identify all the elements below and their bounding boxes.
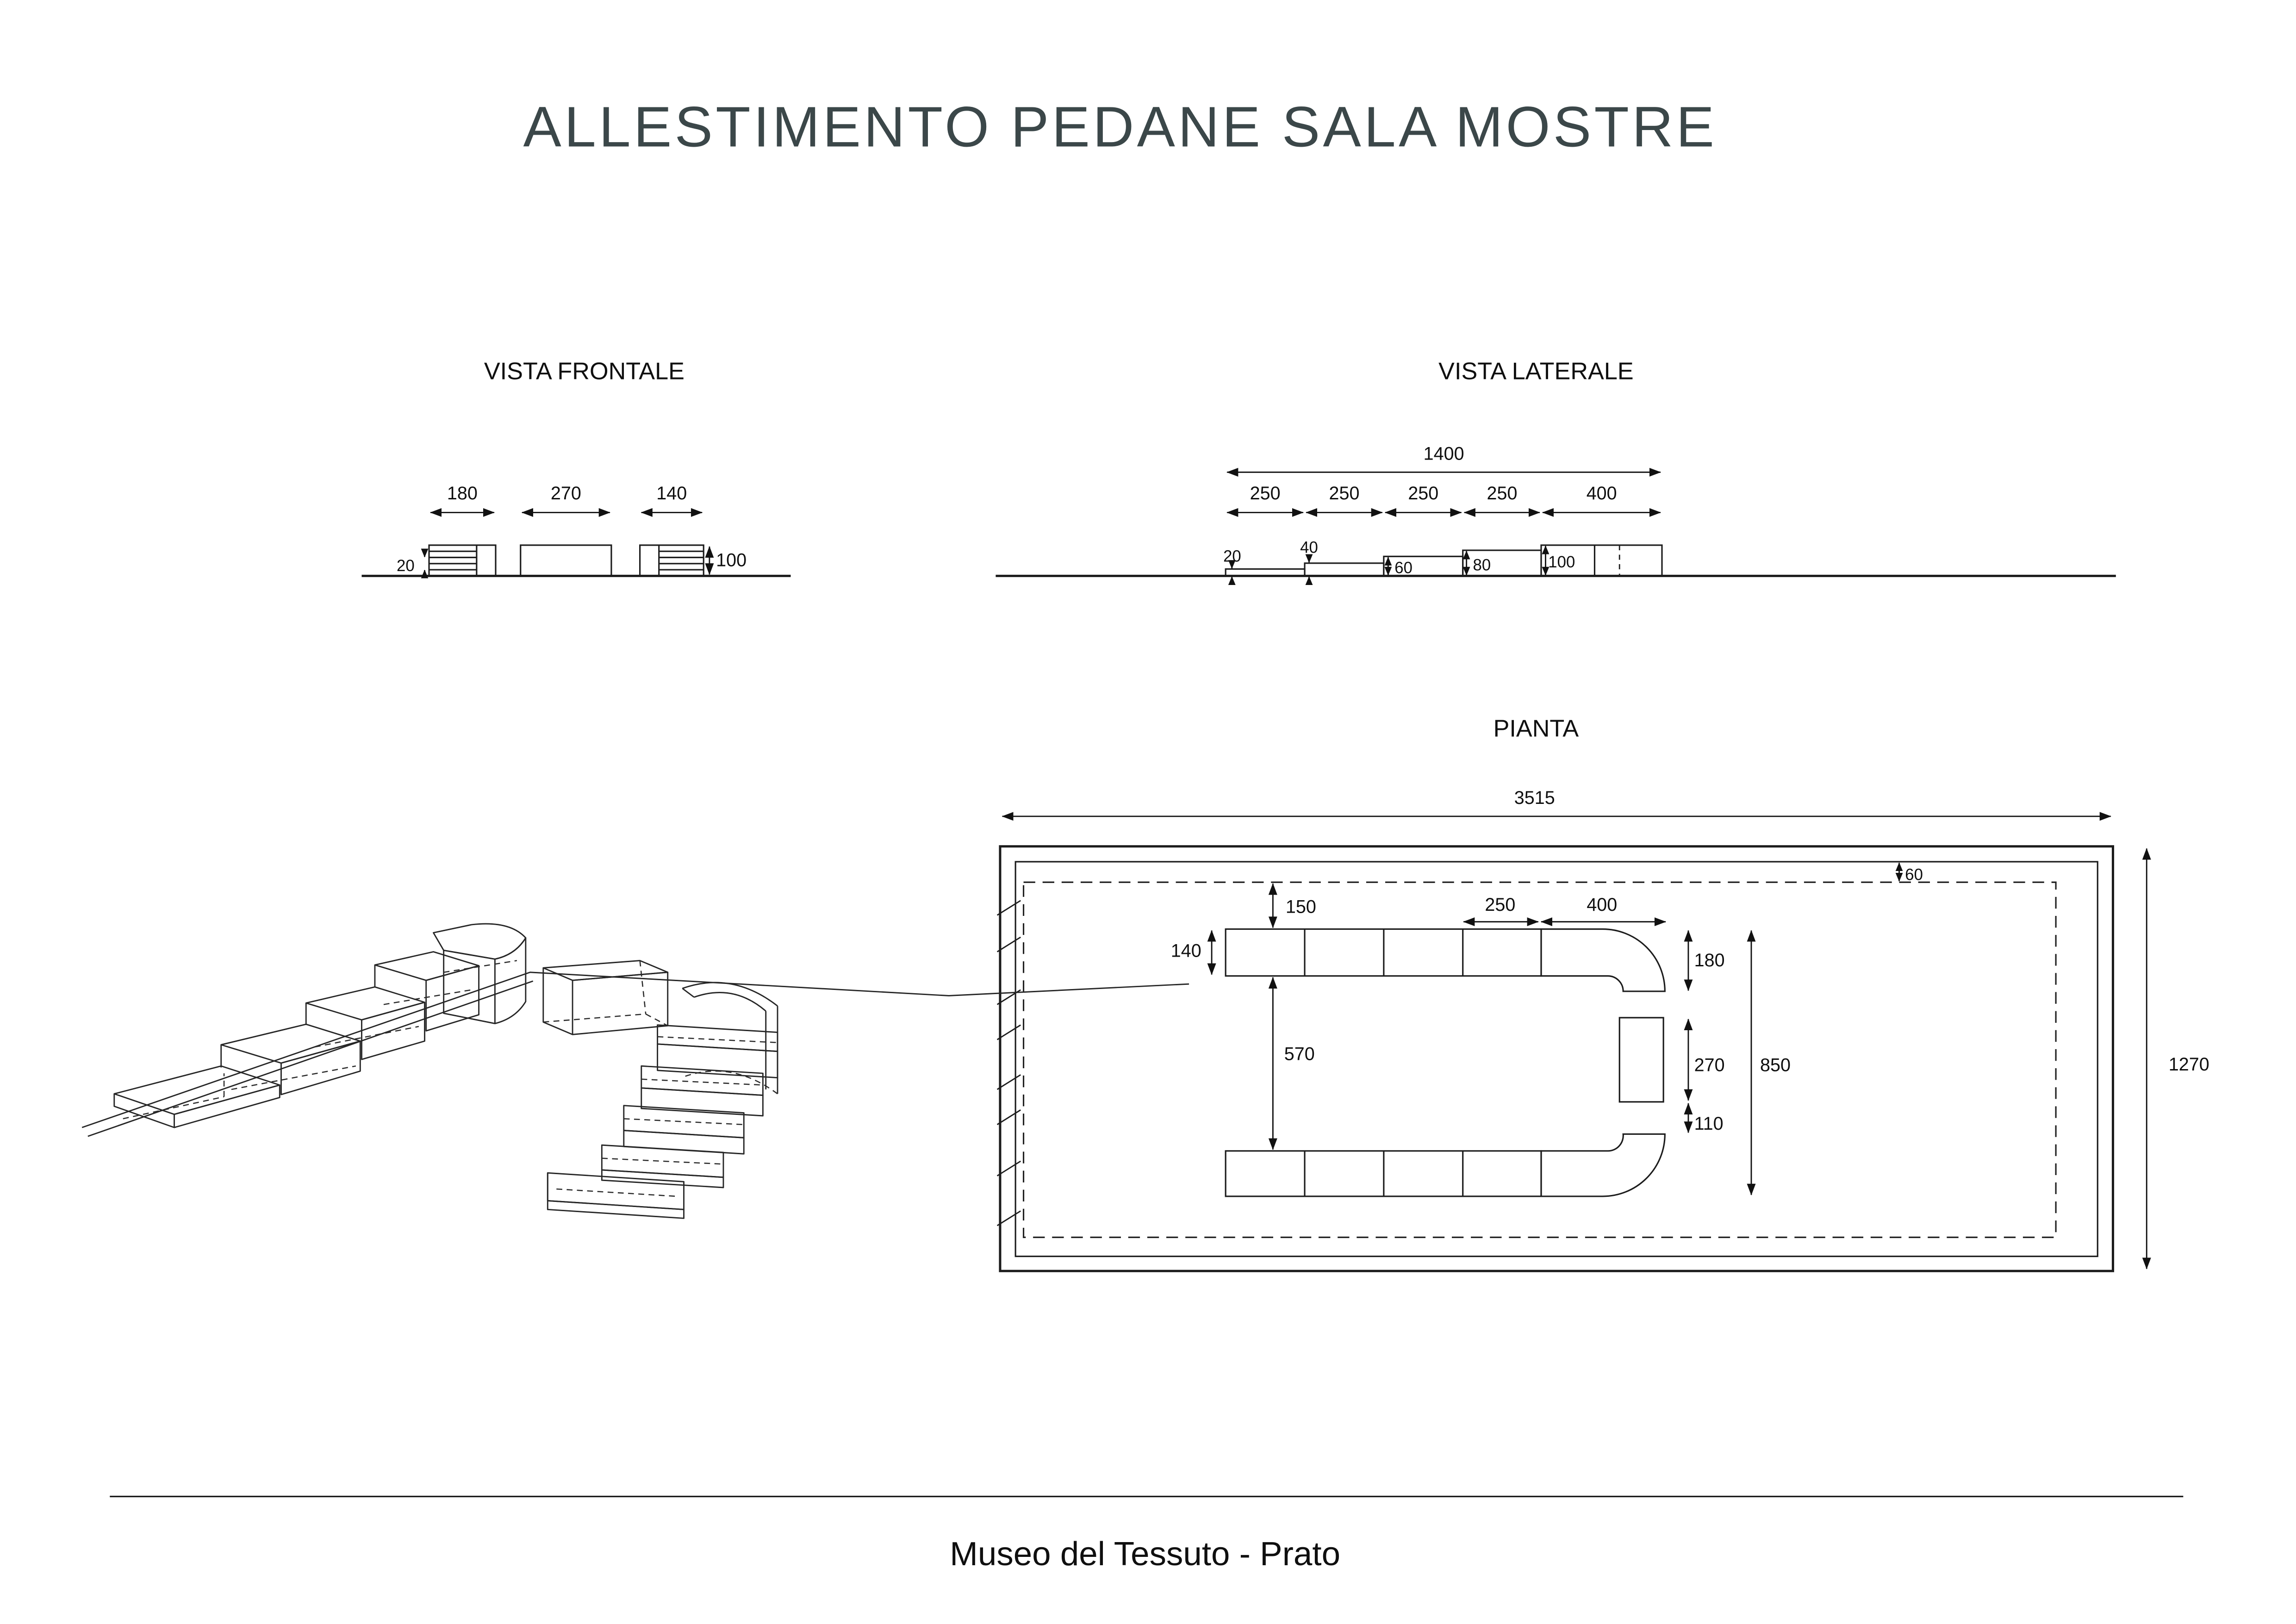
side-steps [1226, 545, 1662, 576]
front-dim-100: 100 [716, 550, 747, 571]
front-view [361, 358, 790, 576]
plan-dim-270: 270 [1694, 1055, 1725, 1076]
plan-view-label: PIANTA [1493, 715, 1579, 742]
plan-dim-110: 110 [1694, 1113, 1724, 1134]
side-view-label: VISTA LATERALE [1438, 358, 1634, 385]
iso-left-row [114, 924, 526, 1127]
front-dim-180: 180 [447, 483, 478, 504]
plan-room-walls [1000, 846, 2113, 1271]
side-dim-250a: 250 [1250, 483, 1281, 504]
side-dim-h80: 80 [1473, 556, 1491, 574]
plan-bottom-platform-row [1226, 1134, 1665, 1196]
front-platform-left [429, 545, 496, 576]
front-platform-right [640, 545, 704, 576]
plan-top-platform-row [1226, 929, 1665, 991]
footer-text: Museo del Tessuto - Prato [950, 1535, 1341, 1573]
plan-view [997, 715, 2209, 1271]
plan-dim-140: 140 [1170, 940, 1201, 961]
footer [110, 1497, 2183, 1573]
plan-dim-850: 850 [1760, 1055, 1791, 1076]
plan-dim-3515: 3515 [1514, 787, 1555, 808]
plan-dim-1270: 1270 [2168, 1054, 2209, 1075]
front-dim-270: 270 [550, 483, 581, 504]
side-dim-250b: 250 [1329, 483, 1360, 504]
front-dim-140: 140 [656, 483, 687, 504]
plan-dim-570: 570 [1284, 1044, 1315, 1064]
iso-center-box [543, 961, 668, 1035]
side-dim-250d: 250 [1487, 483, 1518, 504]
front-platform-center [521, 545, 611, 576]
side-dim-h20: 20 [1223, 547, 1241, 566]
side-height-arrows [1232, 546, 1546, 583]
front-view-label: VISTA FRONTALE [484, 358, 684, 385]
plan-dim-180: 180 [1694, 950, 1725, 971]
side-dim-400: 400 [1586, 483, 1617, 504]
side-dim-h100: 100 [1548, 553, 1575, 572]
plan-dim-150: 150 [1285, 896, 1316, 917]
plan-center-platform [1619, 1018, 1663, 1102]
iso-right-row [548, 983, 778, 1218]
plan-dim-250: 250 [1485, 894, 1516, 915]
page-title: ALLESTIMENTO PEDANE SALA MOSTRE [523, 95, 1717, 159]
side-view [996, 358, 2116, 583]
side-dim-h40: 40 [1300, 538, 1318, 557]
side-dim-h60: 60 [1394, 559, 1412, 577]
front-dim-20: 20 [397, 556, 415, 575]
side-dim-250c: 250 [1408, 483, 1439, 504]
plan-dim-60: 60 [1905, 865, 1923, 884]
plan-dim-400: 400 [1587, 894, 1618, 915]
side-dim-1400: 1400 [1423, 443, 1464, 464]
